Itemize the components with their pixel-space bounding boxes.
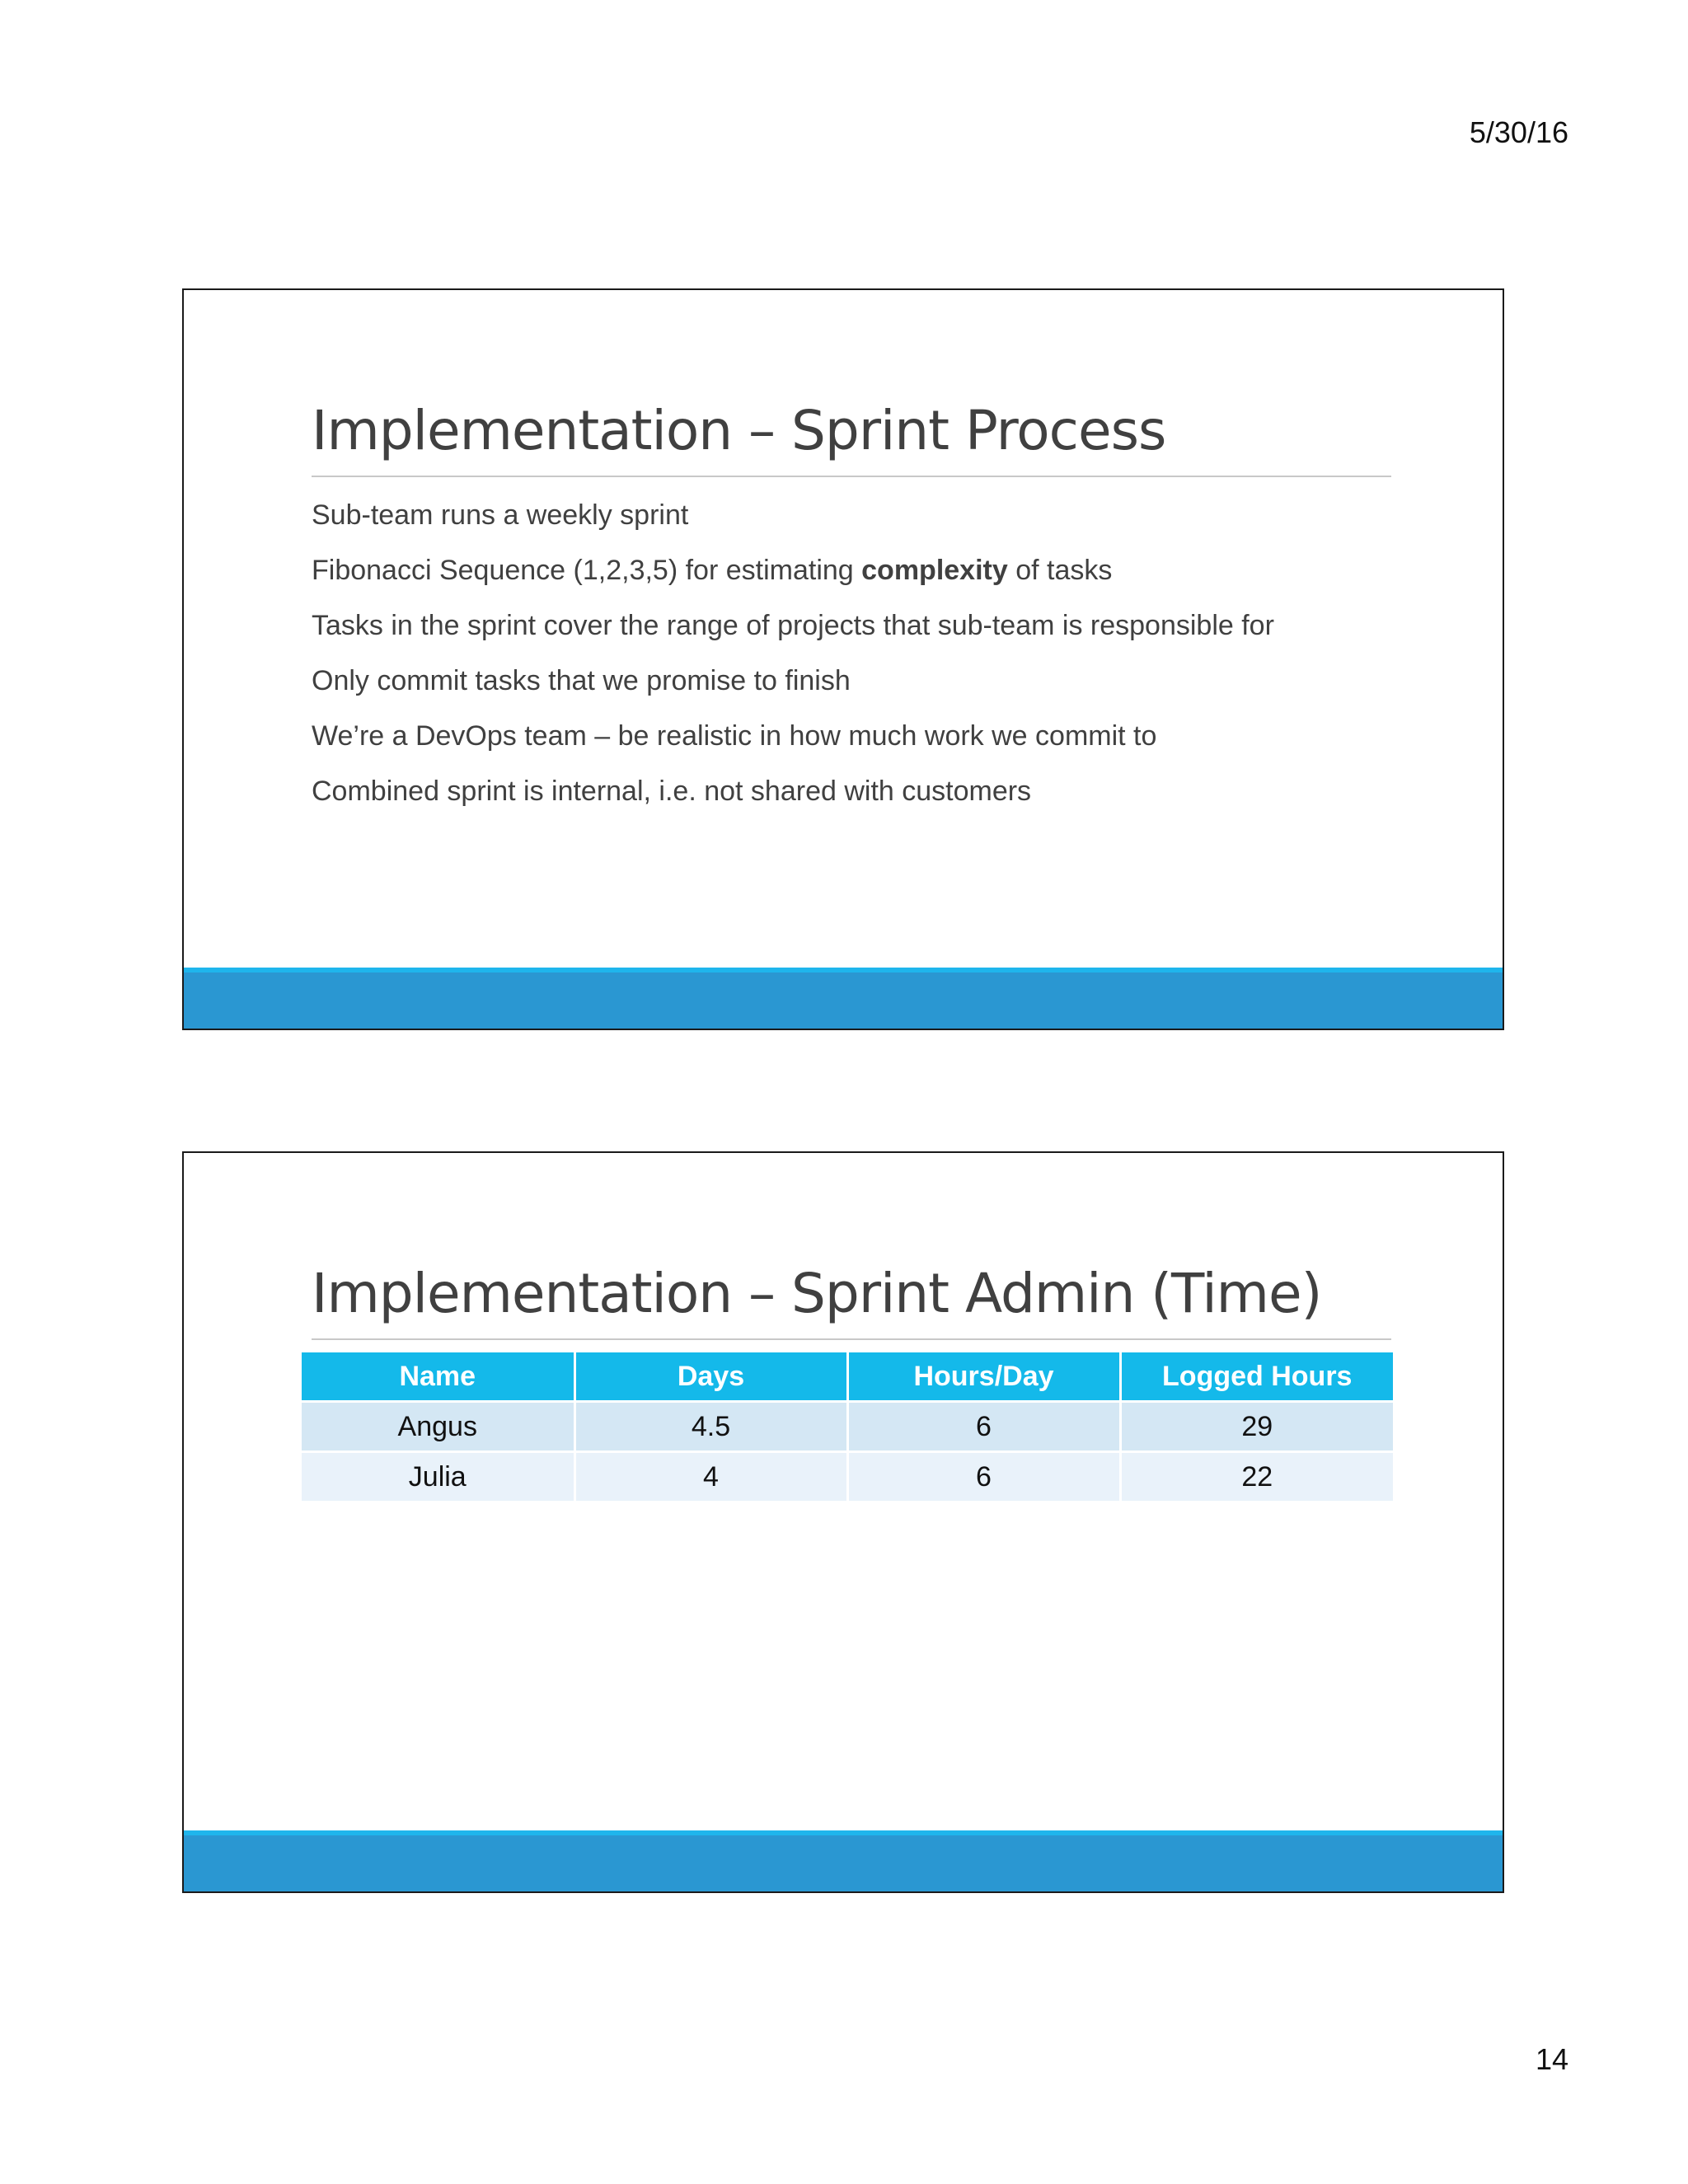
- page-number: 14: [1535, 2042, 1568, 2076]
- table-header-row: [302, 1352, 1393, 1402]
- table-row: [302, 1402, 1393, 1452]
- bullet-emphasis: complexity: [861, 555, 1008, 586]
- bullet-item: [312, 543, 1274, 598]
- column-header-logged-hours: Logged Hours: [1120, 1352, 1393, 1402]
- table-cell: 22: [1120, 1452, 1393, 1502]
- column-header-hours-per-day: Hours/Day: [847, 1352, 1120, 1402]
- bullet-text: of tasks: [1007, 555, 1113, 586]
- table-cell: 6: [847, 1452, 1120, 1502]
- slide-footer-bar: [184, 968, 1503, 1029]
- slide-footer-bar: [184, 1830, 1503, 1891]
- table-cell: 29: [1120, 1402, 1393, 1452]
- time-table: [302, 1352, 1393, 1503]
- bullet-item: Sub-team runs a weekly sprint: [312, 499, 689, 531]
- table-cell: 4.5: [574, 1402, 847, 1452]
- title-divider: [312, 1338, 1391, 1340]
- bullet-list: [312, 488, 1274, 819]
- bullet-item: We’re a DevOps team – be realistic in how much work we commit to: [312, 720, 1157, 752]
- bullet-item: Tasks in the sprint cover the range of projects that sub-team is responsible for: [312, 610, 1274, 641]
- bullet-text: Fibonacci Sequence (1,2,3,5) for estimating: [312, 555, 862, 586]
- table-cell: Julia: [302, 1452, 574, 1502]
- bullet-item: Only commit tasks that we promise to finish: [312, 665, 851, 696]
- table-cell: Angus: [302, 1402, 574, 1452]
- table-cell: 6: [847, 1402, 1120, 1452]
- column-header-name: Name: [302, 1352, 574, 1402]
- table-cell: 4: [574, 1452, 847, 1502]
- page-date: 5/30/16: [1469, 115, 1568, 149]
- bullet-item: Combined sprint is internal, i.e. not shared with customers: [312, 776, 1032, 807]
- slide-sprint-admin-time: [182, 1151, 1504, 1893]
- table-row: [302, 1452, 1393, 1502]
- column-header-days: Days: [574, 1352, 847, 1402]
- title-divider: [312, 476, 1391, 477]
- slide-title: Implementation – Sprint Process: [312, 399, 1166, 462]
- slide-sprint-process: [182, 288, 1504, 1030]
- slide-title: Implementation – Sprint Admin (Time): [312, 1262, 1322, 1325]
